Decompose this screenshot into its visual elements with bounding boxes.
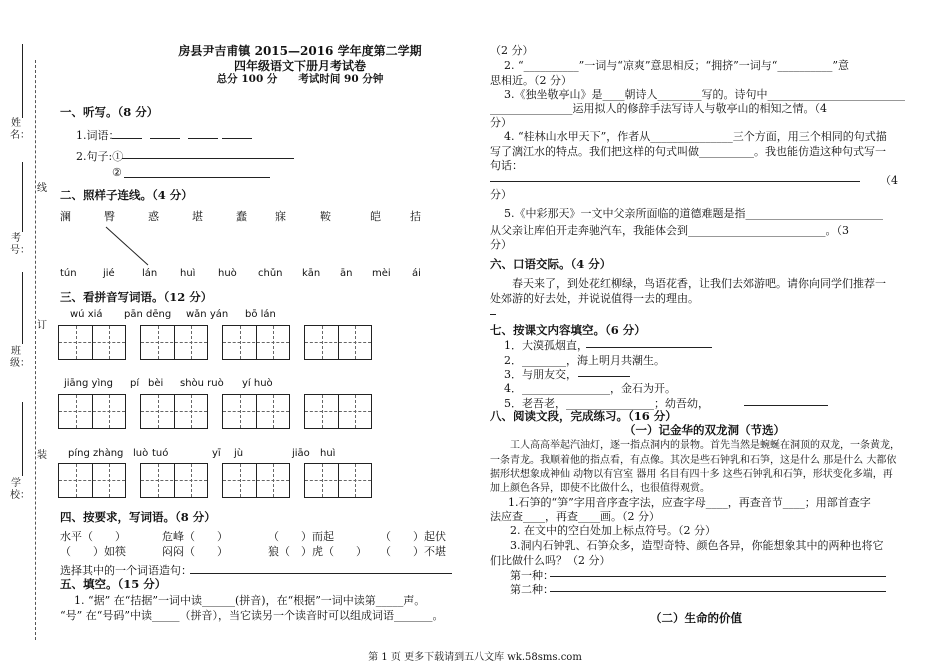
match-char: 臀 bbox=[104, 210, 115, 223]
match-char: 澜 bbox=[60, 210, 71, 223]
pinyin-prompt: pí bbox=[130, 378, 140, 389]
writing-box[interactable] bbox=[140, 463, 208, 498]
reading-2-title: （二）生命的价值 bbox=[650, 611, 742, 625]
writing-box[interactable] bbox=[58, 325, 126, 360]
example-match-line bbox=[100, 225, 160, 270]
school-line bbox=[22, 402, 23, 476]
poem-line-4: 4．________________，金石为开。 bbox=[504, 382, 676, 395]
cell-guide bbox=[305, 411, 371, 412]
first-kind-label: 第一种： bbox=[510, 569, 554, 582]
pinyin-prompt: wú xiá bbox=[70, 309, 103, 320]
answer-blank[interactable] bbox=[150, 138, 180, 139]
word-fill-item[interactable]: （ ）而起 bbox=[268, 530, 334, 543]
answer-blank[interactable] bbox=[744, 405, 828, 406]
match-pinyin: ái bbox=[412, 268, 421, 279]
pinyin-prompt: jù bbox=[234, 448, 244, 459]
section-4-title: 四、按要求，写词语。（8 分） bbox=[60, 510, 216, 524]
reading-question-1b: 法应查____，再查____画。（2 分） bbox=[490, 510, 660, 523]
writing-box[interactable] bbox=[58, 463, 126, 498]
word-fill-item[interactable]: （ ）起伏 bbox=[380, 530, 446, 543]
score-note: （4 bbox=[880, 174, 898, 187]
fill-question-4a: 4. “桂林山水甲天下”，作者从_______________三个方面，用三个相同的句式描 bbox=[504, 130, 887, 143]
match-char: 寐 bbox=[275, 210, 286, 223]
pinyin-prompt: luò bbox=[133, 448, 149, 459]
reading-question-3b: 们比做什么吗？（2 分） bbox=[490, 554, 611, 567]
dictation-sentence-label: 2.句子:① bbox=[76, 150, 124, 163]
sidebar-class-label: 班级： bbox=[10, 346, 30, 369]
cell-guide bbox=[59, 342, 125, 343]
match-pinyin: lán bbox=[142, 268, 158, 279]
oral-prompt-line-1: 春天来了，到处花红柳绿，鸟语花香，让我们去郊游吧。请你向同学们推荐一 bbox=[512, 277, 886, 290]
fill-question-3c: 分） bbox=[490, 116, 512, 129]
section-7-title: 七、按课文内容填空。（6 分） bbox=[490, 323, 646, 337]
pinyin-prompt: jiāng yìng bbox=[64, 378, 113, 389]
cell-guide bbox=[223, 342, 289, 343]
pinyin-prompt: yí huò bbox=[242, 378, 273, 389]
answer-blank[interactable] bbox=[578, 376, 630, 377]
class-line bbox=[22, 272, 23, 344]
sidebar-name-label: 姓名： bbox=[10, 118, 30, 141]
cell-guide bbox=[223, 411, 289, 412]
answer-mark bbox=[490, 314, 496, 315]
match-char: 拮 bbox=[410, 210, 421, 223]
match-pinyin: huì bbox=[180, 268, 196, 279]
pinyin-prompt: shòu ruò bbox=[180, 378, 224, 389]
writing-box[interactable] bbox=[304, 394, 372, 429]
cell-guide bbox=[223, 480, 289, 481]
sidebar-zhuang-mark: 装 bbox=[37, 450, 47, 461]
answer-blank[interactable] bbox=[490, 181, 860, 182]
dictation-sentence-2-label: ② bbox=[112, 166, 122, 179]
word-fill-item[interactable]: （ ）不堪 bbox=[380, 545, 446, 558]
score-note: 分） bbox=[490, 238, 512, 251]
match-char: 鞍 bbox=[320, 210, 331, 223]
word-fill-item[interactable]: 水平（ ） bbox=[60, 530, 126, 543]
sidebar-line-mark: 线 bbox=[37, 183, 47, 194]
cell-guide bbox=[305, 342, 371, 343]
match-char: 惑 bbox=[148, 210, 159, 223]
dictation-words-label: 1.词语： bbox=[76, 129, 120, 142]
pinyin-prompt: yī bbox=[212, 448, 221, 459]
pinyin-prompt: huì bbox=[320, 448, 336, 459]
cell-guide bbox=[305, 480, 371, 481]
answer-blank[interactable] bbox=[190, 573, 452, 574]
pinyin-prompt: jiāo bbox=[292, 448, 310, 459]
word-fill-item[interactable]: 狼（ ）虎（ ） bbox=[268, 545, 367, 558]
fill-question-3b: _______________运用拟人的修辞手法写诗人与敬亭山的相知之情。（4 bbox=[490, 102, 827, 115]
name-line bbox=[22, 44, 23, 118]
poem-line-3: 3．与朋友交， bbox=[504, 368, 577, 381]
exam-title: 房县尹吉甫镇 2015—2016 学年度第二学期 bbox=[178, 44, 422, 58]
pinyin-prompt: píng zhàng bbox=[68, 448, 124, 459]
fill-question-4c: 句话： bbox=[490, 159, 523, 172]
passage-line-1: 工人高高举起汽油灯，逐一指点洞内的景物。首先当然是蜿蜒在洞顶的双龙，一条黄龙， bbox=[510, 440, 900, 451]
writing-box[interactable] bbox=[140, 394, 208, 429]
fill-question-5b: 从父亲让库伯开走奔驰汽车，我能体会到_________________________。（3 bbox=[490, 224, 849, 237]
reading-question-2: 2. 在文中的空白处加上标点符号。（2 分） bbox=[510, 524, 716, 537]
answer-blank[interactable] bbox=[550, 576, 886, 577]
match-pinyin: ān bbox=[340, 268, 353, 279]
reading-question-1a: 1.石笋的“笋”字用音序查字法，应查字母____，再查音节____；用部首查字 bbox=[508, 496, 871, 509]
sentence-prompt: 选择其中的一个词语造句： bbox=[60, 564, 192, 577]
pinyin-prompt: pān dēng bbox=[124, 309, 172, 320]
page-footer: 第 1 页 更多下载请到五八文库 wk.58sms.com bbox=[368, 652, 582, 663]
answer-blank[interactable] bbox=[124, 177, 270, 178]
answer-blank[interactable] bbox=[550, 591, 886, 592]
fill-question-1b: “号” 在“号码”中读_____（拼音），当它读另一个读音时可以组成词语_______。 bbox=[60, 609, 444, 622]
pinyin-prompt: bō lán bbox=[245, 309, 276, 320]
section-2-title: 二、照样子连线。（4 分） bbox=[60, 188, 193, 202]
writing-box[interactable] bbox=[140, 325, 208, 360]
poem-line-1: 1．大漠孤烟直， bbox=[504, 339, 588, 352]
section-6-title: 六、口语交际。（4 分） bbox=[490, 257, 612, 271]
match-pinyin: mèi bbox=[372, 268, 391, 279]
fill-question-2b: 思相近。（2 分） bbox=[490, 74, 572, 87]
second-kind-label: 第二种： bbox=[510, 583, 554, 596]
match-pinyin: chǔn bbox=[258, 268, 283, 279]
oral-prompt-line-2: 处郊游的好去处，并说说值得一去的理由。 bbox=[490, 292, 699, 305]
cell-guide bbox=[59, 480, 125, 481]
fill-question-1a: 1. “据” 在“拮据”一词中读______(拼音)，在“根据”一词中读第_____声。 bbox=[74, 594, 426, 607]
fill-question-3a: 3.《独坐敬亭山》是____朝诗人________写的。诗句中_________________________ bbox=[504, 88, 905, 101]
sidebar-ding-mark: 订 bbox=[37, 320, 47, 331]
match-char: 蠢 bbox=[236, 210, 247, 223]
writing-box[interactable] bbox=[304, 463, 372, 498]
reading-1-title: （一）记金华的双龙洞（节选） bbox=[624, 423, 785, 437]
reading-question-3a: 3.洞内石钟乳、石笋众多，造型奇特、颜色各异，你能想象其中的两种也将它 bbox=[510, 539, 884, 552]
pinyin-prompt: tuó bbox=[152, 448, 169, 459]
cell-guide bbox=[141, 411, 207, 412]
section-8-title: 八、阅读文段，完成练习。（16 分） bbox=[490, 409, 677, 423]
sidebar-number-label: 考号： bbox=[10, 233, 30, 256]
writing-box[interactable] bbox=[304, 325, 372, 360]
passage-line-2: 一条青龙。我顺着他的指点看，有点像。其次是些石钟乳和石笋，这是什么 那是什么 大都依 bbox=[490, 455, 897, 466]
section-3-title: 三、看拼音写词语。（12 分） bbox=[60, 290, 213, 304]
writing-box[interactable] bbox=[222, 394, 290, 429]
cell-guide bbox=[59, 411, 125, 412]
pinyin-prompt: bèi bbox=[148, 378, 164, 389]
score-note: （2 分） bbox=[490, 44, 534, 57]
writing-box[interactable] bbox=[222, 325, 290, 360]
cell-guide bbox=[141, 480, 207, 481]
word-fill-item[interactable]: 危峰（ ） bbox=[162, 530, 228, 543]
cell-guide bbox=[141, 342, 207, 343]
binding-line bbox=[35, 60, 36, 640]
match-pinyin: huò bbox=[218, 268, 237, 279]
fill-question-2a: 2. “__________”一词与“凉爽”意思相反；“拥挤”一词与“__________”意 bbox=[504, 59, 849, 72]
exam-info: 总分 100 分 考试时间 90 分钟 bbox=[216, 73, 384, 85]
word-fill-item[interactable]: （ ）如筷 bbox=[60, 545, 126, 558]
answer-blank[interactable] bbox=[122, 158, 294, 159]
match-pinyin: jié bbox=[103, 268, 115, 279]
number-line bbox=[22, 162, 23, 232]
match-pinyin: kān bbox=[302, 268, 321, 279]
poem-line-2: 2．________，海上明月共潮生。 bbox=[504, 354, 665, 367]
section-1-title: 一、听写。（8 分） bbox=[60, 105, 159, 119]
fill-question-5a: 5.《中彩那天》一文中父亲所面临的道德难题是指_________________________ bbox=[504, 207, 883, 220]
section-5-title: 五、填空。（15 分） bbox=[60, 577, 167, 591]
writing-box[interactable] bbox=[58, 394, 126, 429]
pinyin-prompt: wǎn yán bbox=[186, 309, 229, 320]
match-pinyin: tún bbox=[60, 268, 77, 279]
match-char: 堪 bbox=[192, 210, 203, 223]
score-note: 分） bbox=[490, 188, 512, 201]
sidebar-school-label: 学校： bbox=[10, 478, 30, 501]
writing-box[interactable] bbox=[222, 463, 290, 498]
word-fill-item[interactable]: 闷闷（ ） bbox=[162, 545, 228, 558]
passage-line-4: 加上颜色各异，即使不比做什么，也很值得观赏。 bbox=[490, 483, 710, 494]
answer-blank[interactable] bbox=[188, 138, 218, 139]
answer-blank[interactable] bbox=[586, 347, 712, 348]
answer-blank[interactable] bbox=[222, 138, 252, 139]
fill-question-4b: 写了漓江水的特点。我们把这样的句式叫做__________。我也能仿造这种句式写一 bbox=[490, 145, 886, 158]
exam-subtitle: 四年级语文下册月考试卷 bbox=[233, 59, 366, 73]
passage-line-3: 据形状想象成神仙 动物以有宫室 器用 名目有四十多 这些石钟乳和石笋，形状变化多端，再 bbox=[490, 469, 893, 480]
poem-line-5: 5．老吾老，________________；幼吾幼， bbox=[504, 397, 709, 410]
answer-blank[interactable] bbox=[112, 138, 142, 139]
match-char: 皑 bbox=[370, 210, 381, 223]
